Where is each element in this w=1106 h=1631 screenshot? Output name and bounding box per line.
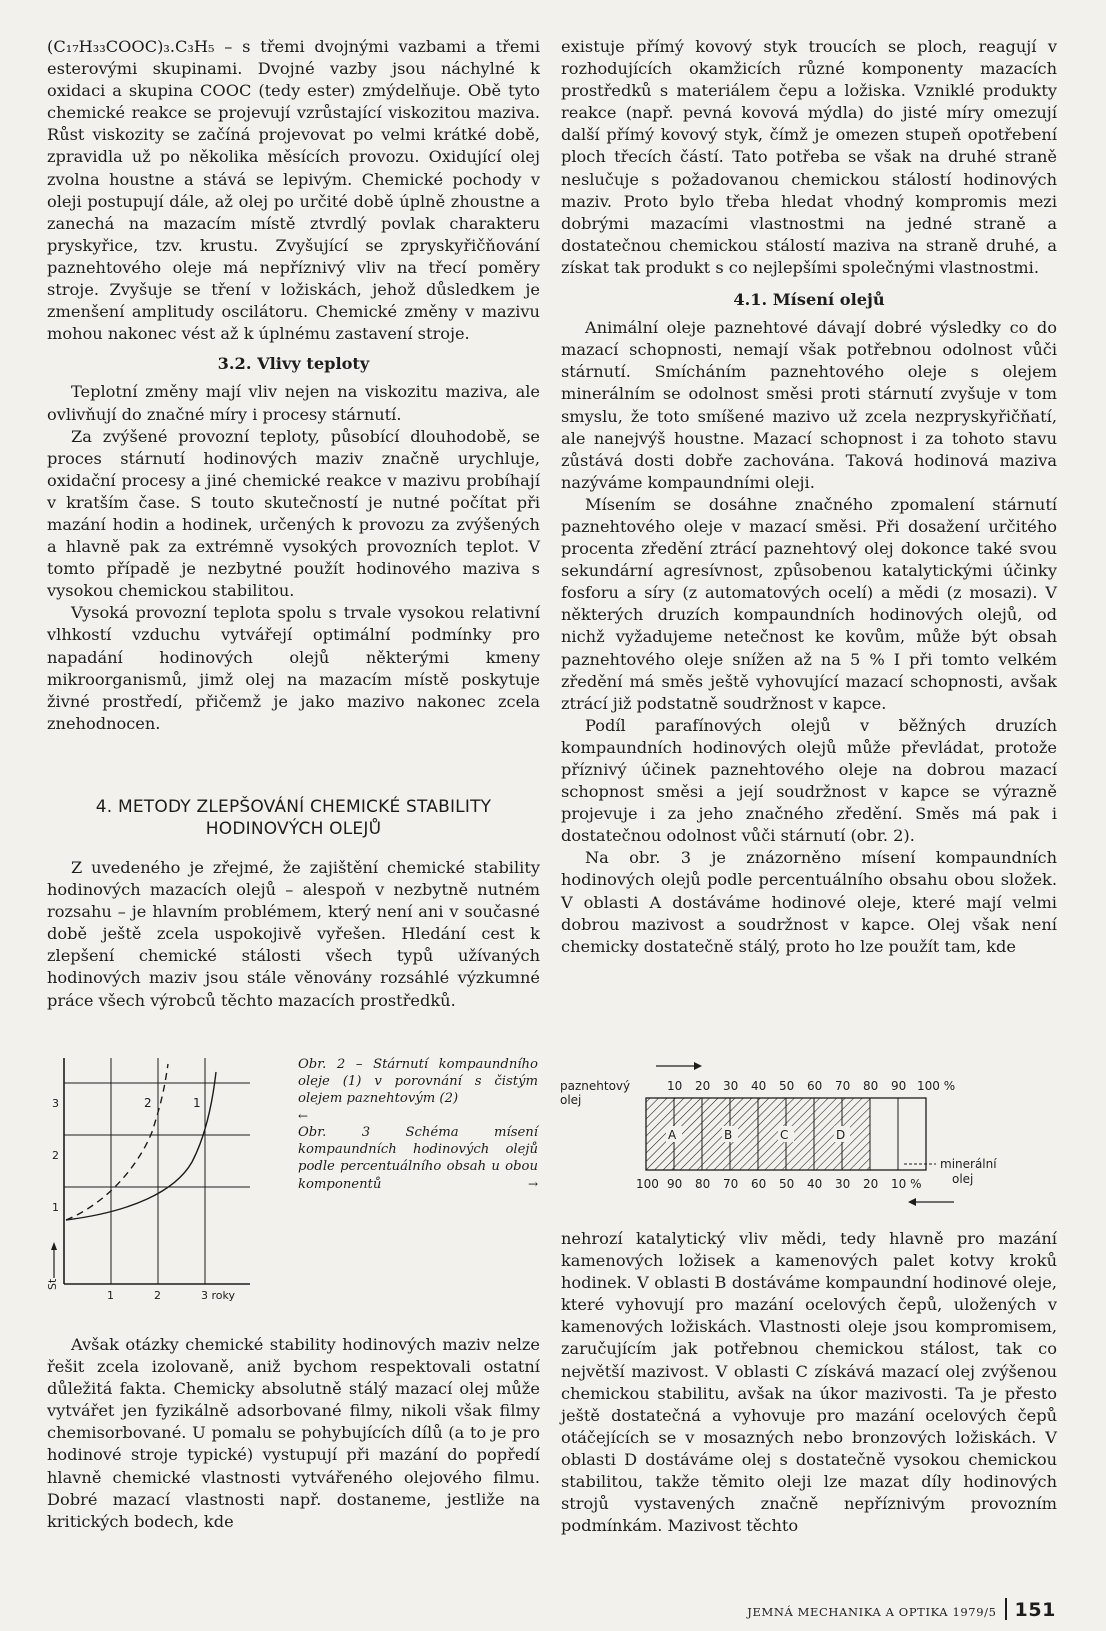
paragraph: nehrozí katalytický vliv mědi, tedy hlavně pro mazání kamenových ložisek a kamenových palet kotvy kroků hodinek. V oblasti B dostáváme kompaundní hodinové oleje, které vyhovují pro mazání ocelových čepů, uložených v kamenových ložiskách. Vlastnosti oleje jsou kompromisem, zaručujícím jak potřebnou chemickou stálost, tak co největší mazivost. V oblasti C získává mazací olej zvýšenou chemickou stabilitu, avšak na úkor mazivosti. Ta je přesto ještě dostatečná a vyhovuje pro mazání ocelových čepů otáčejících se v mosazných nebo bronzových ložiskách. V oblasti D dostáváme olej s dostatečně vysokou chemickou stabilitou, takže těmito oleji lze mazat díly hodinových strojů vystavených značně nepříznivým provozním podmínkám. Mazivost těchto — [561, 1229, 1057, 1536]
caption-text: Obr. 3 Schéma mísení kompaundních hodinových olejů podle percentuálního obsah u obou komponentů — [298, 1125, 538, 1192]
figure-2-caption — [298, 1056, 538, 1125]
section-heading-line-1: 4. METODY ZLEPŠOVÁNÍ CHEMICKÉ STABILITY — [95, 797, 492, 817]
bottom-scale-label: 100 — [636, 1177, 659, 1191]
paragraph: Za zvýšené provozní teploty, působící dlouhodobě, se proces stárnutí hodinových maziv značně urychluje, oxidační procesy a jiné chemické reakce v mazivu probíhají v kratším čase. S touto skutečností je nutné počítat při mazání hodin a hodinek, určených k provozu za zvýšených a hlavně pak za extrémně vysokých provozních teplot. V tomto případě je nezbytné použít hodinového maziva s vysokou chemickou stabilitou. — [47, 426, 540, 601]
bottom-scale-label: 80 — [695, 1177, 711, 1191]
right-column-top — [561, 36, 1057, 958]
top-label-line1: paznehtový — [560, 1079, 631, 1093]
bottom-scale-label: 90 — [667, 1177, 683, 1191]
section-heading-4 — [47, 796, 540, 840]
paragraph: Avšak otázky chemické stability hodinových maziv nelze řešit zcela izolovaně, aniž bychom respektovali ostatní důležitá fakta. Chemicky absolutně stálý mazací olej může vytvářet jen fyzikálně adsorbované filmy, nikoli však filmy chemisorbované. U pomalu se pohybujících dílů (a to je pro hodinové stroje typické) vystupují při mazání do popředí hlavně chemické vlastnosti vytvářeného olejového filmu. Dobré mazací vlastnosti např. dostaneme, jestliže na kritických bodech, kde — [47, 1335, 540, 1531]
section-heading-4-1: 4.1. Mísení olejů — [733, 290, 885, 310]
top-scale-label: 40 — [751, 1079, 767, 1093]
figure-2-chart — [40, 1052, 280, 1302]
top-label-line2: olej — [560, 1093, 582, 1107]
caption-text: Obr. 2 – Stárnutí kompaundního oleje (1) v porovnání s čistým olejem paznehtovým (2) — [298, 1057, 538, 1107]
paragraph: Z uvedeného je zřejmé, že zajištění chemické stability hodinových mazacích olejů – alespoň v nezbytně nutném rozsahu – je hlavním problémem, který není ani v současné době ještě zcela uspokojivě vyřešen. Hledání cest k zlepšení chemické stálosti všech typů užívaných hodinových maziv jsou stále věnovány rozsáhlé výzkumné práce všech výrobců těchto mazacích prostředků. — [47, 858, 540, 1010]
footer-divider — [1005, 1598, 1007, 1620]
section-heading-line-2: HODINOVÝCH OLEJŮ — [205, 819, 382, 839]
arrow-right-icon: → — [527, 1176, 538, 1191]
arrow-left-icon: ← — [298, 1108, 309, 1123]
region-label-d: D — [836, 1128, 846, 1142]
bottom-scale-label: 20 — [863, 1177, 879, 1191]
bottom-scale-label: 60 — [751, 1177, 767, 1191]
paragraph: (C₁₇H₃₃COOC)₃.C₃H₅ – s třemi dvojnými vazbami a třemi esterovými skupinami. Dvojné vazby jsou náchylné k oxidaci a skupina COOC (tedy ester) zmýdelňuje. Obě tyto chemické reakce se projevují vzrůstající viskozitou maziva. Růst viskozity se začíná projevovat po velmi krátké době, zpravidla už po několika měsících provozu. Oxidující olej zvolna houstne a stává se lepivým. Chemické pochody v oleji postupují dále, až olej po určité době úplně zhoustne a zanechá na mazacím místě ztvrdlý povlak charakteru pryskyřice, tzv. krustu. Zvyšující se zpryskyřičňování paznehtového oleje má nepříznivý vliv na třecí poměry stroje. Zvyšuje se tření v ložiskách, jehož důsledkem je zmenšení amplitudy oscilátoru. Chemické změny v mazivu mohou nakonec vést až k úplnému zastavení stroje. — [47, 37, 540, 344]
paragraph: Mísením se dosáhne značného zpomalení stárnutí paznehtového oleje v mazací směsi. Při dosažení určitého procenta zředění ztrácí paznehtový olej dokonce také svou sekundární agresívnost, způsobenou katalytickými účinky fosforu a síry (z automatových ocelí) a mědi (z mosazi). V některých druzích kompaundních hodinových olejů, od nichž vyžadujeme netečnost ke kovům, může být obsah paznehtového oleje snížen až na 5 % I při tomto velkém zředění má směs ještě vyhovující mazací schopnosti, avšak ztrácí již podstatně soudržnost v kapce. — [561, 494, 1057, 713]
paragraph: Na obr. 3 je znázorněno mísení kompaundních hodinových olejů podle percentuálního obsahu obou složek. V oblasti A dostáváme hodinové oleje, které mají velmi dobrou mazivost a soudržnost v kapce. Olej však není chemicky dostatečně stálý, proto ho lze použít tam, kde — [561, 848, 1057, 956]
right-label-line2: olej — [952, 1172, 974, 1186]
region-label-c: C — [780, 1128, 789, 1142]
bottom-scale-label: 10 % — [891, 1177, 922, 1191]
curve-1 — [66, 1072, 216, 1220]
paragraph: Animální oleje paznehtové dávají dobré výsledky co do mazací schopnosti, nemají však potřebnou odolnost vůči stárnutí. Smícháním paznehtového oleje s olejem minerálním se odolnost směsi proti stárnutí zvyšuje v tom smyslu, že toto smíšené mazivo už zcela nezpryskyřičňatí, ale nanejvýš houstne. Mazací schopnost i za tohoto stavu zůstává dosti dobře zachována. Taková hodinová maziva nazýváme kompaundními oleji. — [561, 318, 1057, 492]
y-tick-label: 1 — [52, 1201, 59, 1214]
y-tick-label: 3 — [52, 1097, 59, 1110]
x-tick-label: 1 — [107, 1289, 114, 1302]
top-scale-label: 90 — [891, 1079, 907, 1093]
top-scale-label: 60 — [807, 1079, 823, 1093]
section-heading-3-2: 3.2. Vlivy teploty — [217, 354, 370, 374]
region-label-a: A — [668, 1128, 677, 1142]
bottom-scale-label: 50 — [779, 1177, 795, 1191]
y-axis-label: St — [46, 1278, 59, 1290]
page-footer — [747, 1598, 1056, 1621]
top-scale-label: 30 — [723, 1079, 739, 1093]
paragraph: Podíl parafínových olejů v běžných druzích kompaundních hodinových olejů může převládat, protože příznivý účinek paznehtového oleje na dobrou mazací schopnost směsi a její soudržnost v kapce se výrazně projevuje i za jeho značného zředění. Směs má pak i dostatečnou odolnost vůči stárnutí (obr. 2). — [561, 715, 1057, 846]
section-4-intro — [47, 857, 540, 1012]
y-tick-label: 2 — [52, 1149, 59, 1162]
top-scale-label: 10 — [667, 1079, 683, 1093]
left-column-bottom — [47, 1334, 540, 1533]
bottom-scale-label: 30 — [835, 1177, 851, 1191]
page-number: 151 — [1014, 1599, 1056, 1621]
figure-3-diagram — [556, 1056, 1056, 1206]
figure-3-caption — [298, 1124, 538, 1193]
left-column-top — [47, 36, 540, 735]
bottom-scale-label: 70 — [723, 1177, 739, 1191]
paragraph: Teplotní změny mají vliv nejen na viskozitu maziva, ale ovlivňují do značné míry i procesy stárnutí. — [47, 382, 540, 424]
paragraph: existuje přímý kovový styk troucích se ploch, reagují v rozhodujících okamžicích různé komponenty mazacích prostředků s materiálem čepu a ložiska. Vzniklé produkty reakce (např. pevná kovová mýdla) do jisté míry omezují další přímý kovový styk, čímž je omezen stupeň opotřebení ploch třecích částí. Tato potřeba se však na druhé straně neslučuje s požadovanou chemickou stálostí hodinových maziv. Proto bylo třeba hledat vhodný kompromis mezi dobrými mazacími vlastnostmi na jedné straně a dostatečnou chemickou stálostí maziva na straně druhé, a získat tak produkt s co nejlepšími společnými vlastnostmi. — [561, 37, 1057, 277]
top-scale-label: 100 % — [917, 1079, 956, 1093]
region-label-b: B — [724, 1128, 733, 1142]
right-column-bottom — [561, 1228, 1057, 1537]
x-tick-label: 3 roky — [201, 1289, 235, 1302]
journal-name: JEMNÁ MECHANIKA A OPTIKA 1979/5 — [747, 1605, 997, 1619]
bottom-scale-label: 40 — [807, 1177, 823, 1191]
curve-label: 2 — [144, 1096, 152, 1110]
x-tick-label: 2 — [154, 1289, 161, 1302]
top-scale-label: 20 — [695, 1079, 711, 1093]
top-scale-label: 50 — [779, 1079, 795, 1093]
top-scale-label: 80 — [863, 1079, 879, 1093]
paragraph: Vysoká provozní teplota spolu s trvale vysokou relativní vlhkostí vzduchu vytvářejí optimální podmínky pro napadání hodinových olejů některými kmeny mikroorganismů, jimž olej na mazacím místě poskytuje živné prostředí, přičemž je jako mazivo nakonec zcela znehodnocen. — [47, 603, 540, 733]
curve-label: 1 — [193, 1096, 201, 1110]
right-label-line1: minerální — [940, 1157, 997, 1171]
top-scale-label: 70 — [835, 1079, 851, 1093]
